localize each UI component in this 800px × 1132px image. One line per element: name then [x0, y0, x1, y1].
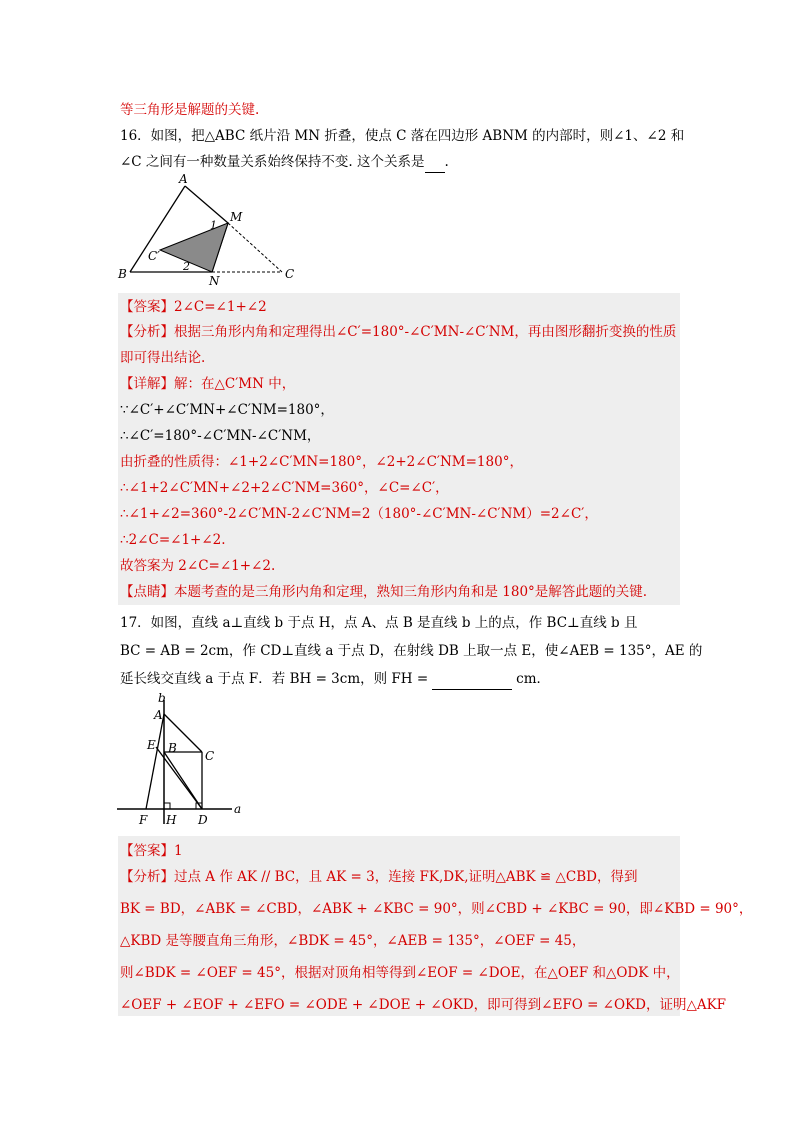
q16-answer-blank [425, 152, 445, 173]
q17-analysis-4: 则∠BDK = ∠OEF = 45°，根据对顶角相等得到∠EOF = ∠DOE，在△OEF 和△ODK 中， [120, 965, 680, 981]
q16-analysis-1: 【分析】根据三角形内角和定理得出∠C′=180°-∠C′MN-∠C′NM，再由图形翻折变换的性质 [120, 324, 677, 340]
q16-detail-5: ∴∠1+2∠C′MN+∠2+2∠C′NM=360°，∠C=∠C′， [120, 480, 449, 496]
q16-detail-8: 故答案为 2∠C=∠1+∠2. [120, 558, 276, 574]
q16-text-line2-end: . [444, 154, 449, 170]
q17-text-line1: 17．如图，直线 a⊥直线 b 于点 H，点 A、点 B 是直线 b 上的点，作 BC⊥直线 b 且 [120, 615, 638, 631]
q17-figure [112, 692, 252, 832]
label-B: B [168, 741, 177, 755]
q17-answer-blank [432, 669, 512, 690]
q16-text-line2-content: ∠C 之间有一种数量关系始终保持不变. 这个关系是 [120, 154, 425, 170]
q16-detail-3: ∴∠C′=180°-∠C′MN-∠C′NM， [120, 428, 321, 444]
label-angle-1: 1 [210, 219, 217, 232]
label-angle-2: 2 [183, 260, 190, 273]
q16-detail-1: 【详解】解：在△C′MN 中， [120, 376, 296, 392]
label-N: N [209, 274, 220, 287]
label-E: E [147, 738, 156, 752]
q16-analysis-2: 即可得出结论. [120, 350, 206, 366]
q16-figure [110, 172, 320, 287]
q16-detail-4: 由折叠的性质得：∠1+2∠C′MN=180°，∠2+2∠C′NM=180°， [120, 454, 523, 470]
intro-line: 等三角形是解题的关键. [120, 102, 260, 118]
q17-solution-block [118, 836, 680, 1016]
q17-text-line3 [120, 669, 550, 690]
label-F: F [139, 813, 148, 827]
folded-triangle [160, 223, 228, 272]
label-A: A [154, 708, 163, 722]
q17-text-line2: BC = AB = 2cm，作 CD⊥直线 a 于点 D，在射线 DB 上取一点 E，使∠AEB = 135°，AE 的 [120, 643, 703, 659]
q16-detail-6: ∴∠1+∠2=360°-2∠C′MN-2∠C′NM=2（180°-∠C′MN-∠C′NM）=2∠C′， [120, 506, 598, 522]
q17-answer: 【答案】1 [120, 843, 183, 859]
label-C: C [285, 267, 295, 281]
label-D: D [198, 813, 208, 827]
label-B: B [118, 267, 127, 281]
q16-text-line2 [120, 152, 449, 173]
q16-detail-2: ∵∠C′+∠C′MN+∠C′NM=180°， [120, 402, 334, 418]
label-C: C [205, 749, 215, 763]
q17-analysis-1: 【分析】过点 A 作 AK // BC，且 AK = 3，连接 FK,DK,证明△ABK ≌ △CBD，得到 [120, 869, 638, 885]
label-a: a [234, 802, 242, 816]
q17-analysis-5: ∠OEF + ∠EOF + ∠EFO = ∠ODE + ∠DOE + ∠OKD，即可得到∠EFO = ∠OKD，证明△AKF [120, 997, 727, 1013]
q16-text-line1: 16．如图，把△ABC 纸片沿 MN 折叠，使点 C 落在四边形 ABNM 的内部时，则∠1、∠2 和 [120, 128, 685, 144]
q17-text-line3-content: 延长线交直线 a 于点 F．若 BH = 3cm，则 FH = [120, 671, 429, 687]
label-C-prime: C′ [148, 249, 160, 263]
q16-detail-7: ∴2∠C=∠1+∠2. [120, 532, 226, 548]
q17-text-line3-end: cm． [516, 671, 551, 687]
q16-comment: 【点睛】本题考查的是三角形内角和定理，熟知三角形内角和是 180°是解答此题的关键. [120, 584, 648, 600]
q17-analysis-3: △KBD 是等腰直角三角形，∠BDK = 45°，∠AEB = 135°，∠OEF = 45， [120, 933, 586, 949]
q17-analysis-2: BK = BD，∠ABK = ∠CBD，∠ABK + ∠KBC = 90°，则∠CBD + ∠KBC = 90，即∠KBD = 90°， [120, 901, 753, 917]
q16-answer: 【答案】2∠C=∠1+∠2 [120, 299, 267, 315]
label-H: H [166, 813, 177, 827]
label-M: M [230, 210, 243, 224]
label-A: A [179, 172, 188, 186]
label-b: b [158, 692, 166, 705]
